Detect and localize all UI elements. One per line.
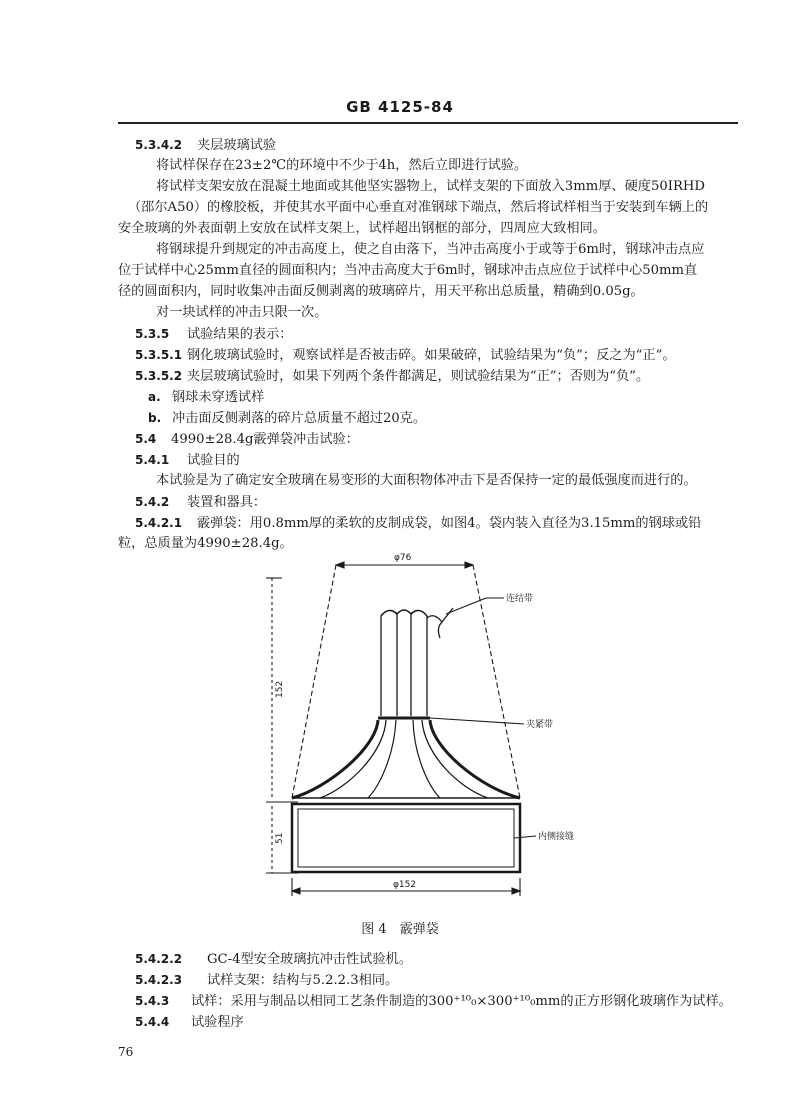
- section-title: 试验程序: [191, 1015, 244, 1030]
- section-text: 夹层玻璃试验时，如果下列两个条件都满足，则试验结果为“正”；否则为“负”。: [187, 369, 650, 384]
- arrow-right-icon: [465, 562, 473, 568]
- list-marker: a.: [148, 390, 161, 404]
- arrow-left-icon: [336, 562, 344, 568]
- section-title: 装置和器具：: [187, 495, 267, 510]
- section-5-3-5-2: [135, 367, 649, 386]
- paragraph-line: 径的圆面积内，同时收集冲击面反侧剥离的玻璃碎片，用天平称出总质量，精确到0.05g。: [118, 284, 644, 299]
- section-text: GC-4型安全玻璃抗冲击性试验机。: [207, 952, 412, 967]
- section-title: 夹层玻璃试验: [197, 138, 277, 153]
- paragraph-line: 对一块试样的冲击只限一次。: [156, 305, 328, 320]
- page-number: 76: [118, 1045, 134, 1059]
- section-5-4-2-2: [135, 950, 412, 969]
- section-number: 5.4.2.2: [135, 952, 183, 966]
- section-title: 4990±28.4g霰弹袋冲击试验：: [171, 432, 359, 447]
- section-number: 5.4: [135, 432, 157, 446]
- figure-caption: 图 4 霰弹袋: [361, 922, 439, 937]
- section-5-4: [135, 430, 359, 449]
- sandbag-figure: [258, 548, 588, 910]
- section-5-4-3: [135, 992, 732, 1011]
- section-text: 霰弹袋：用0.8mm厚的柔软的皮制成袋，如图4。袋内装入直径为3.15mm的钢球或铅: [197, 516, 702, 531]
- list-text: 钢球未穿透试样: [172, 390, 265, 405]
- label-tie: 连结带: [506, 594, 534, 604]
- list-item-a: [148, 388, 264, 407]
- section-5-3-4-2: [135, 136, 276, 155]
- section-number: 5.4.2.3: [135, 973, 183, 987]
- section-5-4-2: [135, 493, 266, 512]
- leader-seam: [514, 836, 536, 838]
- section-number: 5.3.5.1: [135, 348, 183, 362]
- arrow-left-icon: [292, 888, 300, 894]
- paragraph-line: （邵尔A50）的橡胶板，并使其水平面中心垂直对准钢球下端点，然后将试样相当于安装到车辆上的: [128, 200, 709, 215]
- section-number: 5.4.2: [135, 495, 170, 509]
- section-number: 5.4.4: [135, 1015, 170, 1029]
- section-5-4-1: [135, 451, 240, 470]
- section-number: 5.3.5.2: [135, 369, 183, 383]
- section-5-4-4: [135, 1013, 244, 1032]
- label-seam: 内侧接缝: [538, 832, 575, 842]
- header-rule: [118, 122, 738, 124]
- paragraph-line: 安全玻璃的外表面朝上安放在试样支架上，试样超出钢框的部分，四周应大致相同。: [118, 221, 606, 236]
- leader-tie: [446, 598, 486, 614]
- neck-top: [381, 610, 427, 616]
- list-text: 冲击面反侧剥落的碎片总质量不超过20克。: [172, 411, 427, 426]
- paragraph-line: 粒，总质量为4990±28.4g。: [118, 536, 293, 551]
- section-5-4-2-3: [135, 971, 398, 990]
- section-text: 钢化玻璃试验时，观察试样是否被击碎。如果破碎，试验结果为“负”；反之为“正”。: [187, 348, 676, 363]
- section-number: 5.3.5: [135, 327, 170, 341]
- label-clamp: 夹紧带: [526, 720, 554, 730]
- label-height-upper: 152: [275, 680, 285, 698]
- section-number: 5.4.1: [135, 453, 170, 467]
- base-inner-seam: [298, 809, 514, 867]
- base-box: [292, 804, 520, 872]
- section-title: 试验目的: [187, 453, 240, 468]
- envelope-left: [292, 565, 336, 798]
- section-text: 试样支架：结构与5.2.2.3相同。: [207, 973, 399, 988]
- leader-clamp: [430, 718, 524, 724]
- label-height-lower: 51: [275, 832, 285, 844]
- paragraph-line: 将钢球提升到规定的冲击高度上，使之自由落下，当冲击高度小于或等于6m时，钢球冲击点应: [156, 242, 705, 257]
- section-5-4-2-1: [135, 514, 701, 533]
- list-marker: b.: [148, 411, 162, 425]
- list-item-b: [148, 409, 426, 428]
- section-5-3-5: [135, 325, 293, 344]
- label-top-dia: φ76: [394, 553, 412, 563]
- section-number: 5.4.3: [135, 994, 170, 1008]
- paragraph-line: 将试样保存在23±2℃的环境中不少于4h，然后立即进行试验。: [156, 158, 528, 173]
- label-bottom-dia: φ152: [393, 880, 417, 890]
- standard-code: GB 4125-84: [346, 98, 454, 116]
- neck-tube: [381, 614, 427, 716]
- paragraph-line: 将试样支架安放在混凝土地面或其他坚实器物上，试样支架的下面放入3mm厚、硬度50IRHD: [156, 179, 705, 194]
- paragraph-line: 本试验是为了确定安全玻璃在易变形的大面积物体冲击下是否保持一定的最低强度而进行的。: [156, 473, 697, 488]
- section-5-3-5-1: [135, 346, 676, 365]
- section-number: 5.3.4.2: [135, 138, 183, 152]
- paragraph-line: 位于试样中心25mm直径的圆面积内；当冲击高度大于6m时，钢球冲击点应位于试样中心50mm直: [118, 263, 698, 278]
- arrow-right-icon: [512, 888, 520, 894]
- section-text: 试样：采用与制品以相同工艺条件制造的300⁺¹⁰₀×300⁺¹⁰₀mm的正方形钢化玻璃作为试样。: [191, 994, 732, 1009]
- section-number: 5.4.2.1: [135, 516, 183, 530]
- section-title: 试验结果的表示：: [187, 327, 293, 342]
